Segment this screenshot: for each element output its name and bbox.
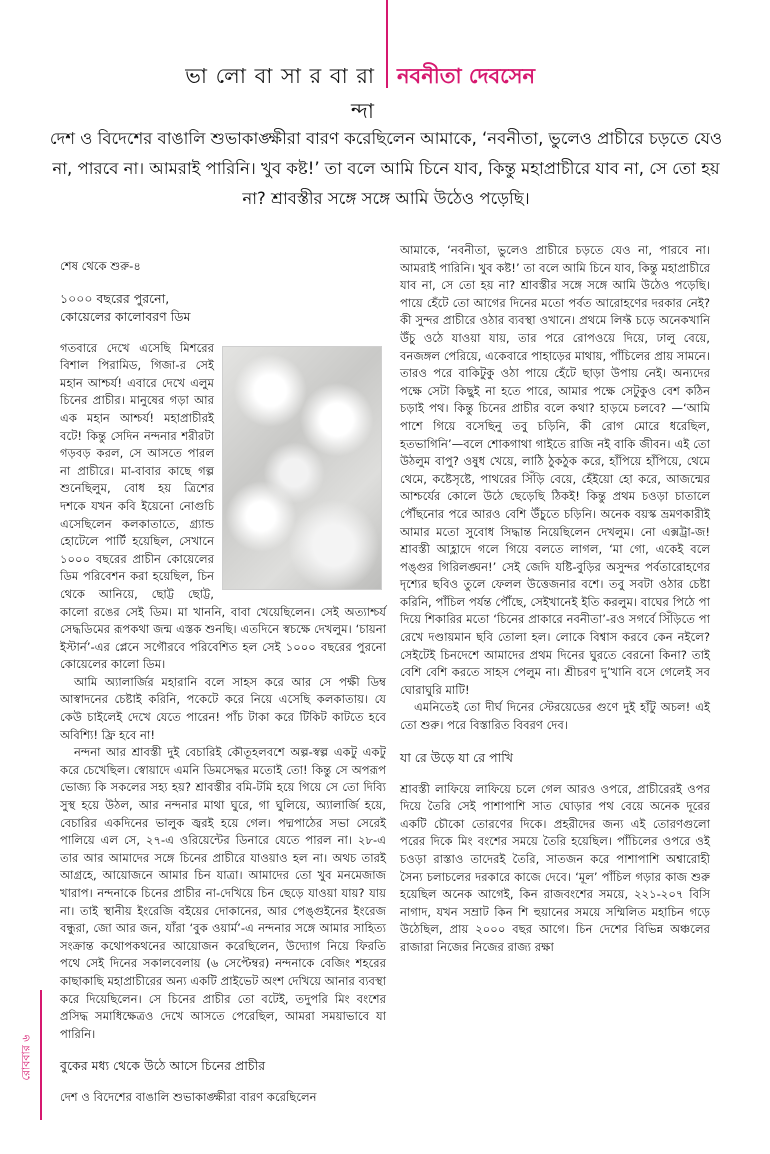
paragraph: আমাকে, ‘নবনীতা, ভুলেও প্রাচীরে চড়তে যেও না, পারবে না। আমরাই পারিনি। খুব কষ্ট!’ তা বলে আমি চিনে যাব, কিন্তু মহাপ্রাচীরে যাব না, সে তো হয় না? শ্রাবস্তীর সঙ্গে সঙ্গে আমি উঠেও পড়েছি। পায়ে হেঁটে তো আগের দিনের মতো পর্বত আরোহণের দরকার নেই? কী সুন্দর প্রাচীরে ওঠার ব্যবস্থা ওখানে। প্রথমে লিফ্ট চড়ে অনেকখানি উঁচু ওঠে যাওয়া যায়, তার পরে রোপওয়ে দিয়ে, ঢালু বেয়ে, বনজঙ্গল পেরিয়ে, একেবারে পাহাড়ের মাথায়, পাঁচিলের প্রায় সামনে। তারও পরে বাকিটুকু ওঠা পায়ে হেঁটে ছাড়া উপায় নেই। অন্যদের পক্ষে সেটা কিছুই না হতে পারে, আমার পক্ষে সেটুকুও বেশ কঠিন চড়াই পথ। কিন্তু চিনের প্রাচীর বলে কথা? হাড়মে চলবে? —‘আমি পাশে গিয়ে বসেছিনু তবু চড়িনি, কী রোগ মোরে ধরেছিল, হতভাগিনি’—বলে শোকগাথা গাইতে রাজি নই বাকি জীবন। এই তো উঠলুম বাপু? ওষুধ খেয়ে, লাঠি ঠুকঠুক করে, হাঁপিয়ে হাঁপিয়ে, থেমে থেমে, কষ্টেসৃষ্টে, পাথরের সিঁড়ি বেয়ে, হেঁইয়ো হো করে, আজন্মের আশ্চর্যের কোলে উঠে ছেড়েছি ঠিকই! কিন্তু প্রথম চওড়া চাতালে পৌঁছনোর পরে আরও বেশি উঁচুতে চড়িনি। অনেক বয়স্ক ভ্রমণকারীই আমার মতো সুবোধ সিদ্ধান্ত নিয়েছিলেন দেখলুম। নো এক্সট্রা-জ! শ্রাবস্তী আহ্লাদে গলে গিয়ে বলতে লাগল, ‘মা গো, একেই বলে পঙ্গুর গিরিলঙ্ঘন!’ সেই জেদি যষ্টি-বুড়ির অসুন্দর পর্বতারোহণের দৃশ্যের ছবিও তুলে ফেলল উত্তেজনার বশে। তবু সবটা ওঠার চেষ্টা করিনি, পাঁচিল পর্যন্ত পৌঁছে, সেইখানেই ইতি করলুম। বাঘের পিঠে পা দিয়ে শিকারির মতো ‘চিনের প্রাকারে নবনীতা’-রও সগর্বে সিঁড়িতে পা রেখে দণ্ডায়মান ছবি তোলা হল। লোকে বিশ্বাস করবে কেন নইলে? সেইটেই চিনদেশে আমাদের প্রথম দিনের ঘুরতে বেরনো কিনা? তাই বেশি বেশি করতে সাহস পেলুম না। শ্রীচরণ দু’খানি বসে গেলেই সব ঘোরাঘুরি মাটি! bbox=[400, 243, 710, 697]
standfirst: দেশ ও বিদেশের বাঙালি শুভাকাঙ্ক্ষীরা বারণ করেছিলেন আমাকে, ‘নবনীতা, ভুলেও প্রাচীরে চড়তে যেও না, পারবে না। আমরাই পারিনি। খুব কষ্ট!’ তা বলে আমি চিনে যাব, কিন্তু মহাপ্রাচীরে যাব না, সে তো হয় না? শ্রাবস্তীর সঙ্গে সঙ্গে আমি উঠেও পড়েছি। bbox=[49, 129, 723, 208]
footer-divider bbox=[40, 990, 42, 1120]
paragraph: নন্দনা আর শ্রাবস্তী দুই বেচারিই কৌতূহলবশে অল্প-স্বল্প একটু একটু করে চেখেছিল। স্বোয়াদে এমনি ডিমসেদ্ধর মতোই তো! কিন্তু সে অপরূপ ভোজ্য কি সকলের সহ্য হয়? শ্রাবস্তীর বমি-টমি হয়ে গিয়ে সে তো দিব্যি সুস্থ হয়ে উঠল, আর নন্দনার মাথা ঘুরে, গা ঘুলিয়ে, অ্যালার্জি হয়ে, বেচারির একদিনের ভালুক জ্বরই হয়ে গেল। পদ্মপাঠের সভা সেরেই পালিয়ে এল সে, ২৭-এ ওরিয়েন্টের ডিনারে যেতে পারল না। ২৮-এ তার আর আমাদের সঙ্গে চিনের প্রাচীরে যাওয়াও হল না। অথচ তারই আগ্রহে, আয়োজনে আমার চিন যাত্রা। আমাদের তো খুব মনমেজাজ খারাপ। নন্দনাকে চিনের প্রাচীর না-দেখিয়ে চিন ছেড়ে যাওয়া যায়? যায় না। তাই স্থানীয় ইংরেজি বইয়ের দোকানের, আর পেঙ্গুইনের ইংরেজ বন্ধুরা, জো আর জন, যাঁরা ‘বুক ওয়ার্ম’-এ নন্দনার সঙ্গে আমার সাহিত্য সংক্রান্ত কথোপকথনের আয়োজন করেছিলেন, উদ্যোগ নিয়ে ফিরতি পথে সেই দিনের সকালবেলায় (৬ সেপ্টেম্বর) নন্দনাকে বেজিং শহরের কাছাকাছি মহাপ্রাচীরের অন্য একটি প্রাইভেট অংশ দেখিয়ে আনার ব্যবস্থা করে দিয়েছিলেন। সে চিনের প্রাচীর তো বটেই, তদুপরি মিং বংশের প্রসিদ্ধ সমাধিক্ষেত্রও দেখে আসতে পেরেছিল, আমরা সময়াভাবে যা পারিনি। bbox=[60, 745, 386, 1041]
right-column bbox=[400, 242, 710, 957]
paragraph: শ্রাবস্তী লাফিয়ে লাফিয়ে চলে গেল আরও ওপরে, প্রাচীরেরই ওপর দিয়ে তৈরি সেই পাশাপাশি সাত ঘোড়ার পথ বেয়ে অনেক দূরের একটি চৌকো তোরণের দিকে। প্রহরীদের জন্য এই তোরণগুলো পরের দিকে মিং বংশের সময়ে তৈরি হয়েছিল। পাঁচিলের ওপরে ওই চওড়া রাস্তাও তাদেরই তৈরি, সাতজন করে পাশাপাশি অশ্বারোহী সৈন্য চলাচলের দরকারে কাজে দেবে। ‘মূল’ পাঁচিল গড়ার কাজ শুরু হয়েছিল অনেক আগেই, কিন রাজবংশের সময়ে, ২২১-২০৭ বিসি নাগাদ, যখন সম্রাট কিন শি হুয়ানের সময়ে সম্মিলিত মহাচিন গড়ে উঠেছিল, প্রায় ২০০০ বছর আগে। চিন দেশের বিভিন্ন অঞ্চলের রাজারা নিজের নিজের রাজ্য রক্ষা bbox=[400, 781, 710, 954]
subheading-line-2: কোয়েলের কালোবরণ ডিম bbox=[60, 308, 191, 324]
left-column bbox=[60, 258, 386, 1107]
series-label: শেষ থেকে শুরু-৪ bbox=[60, 259, 141, 273]
author-name: নবনীতা দেবসেন bbox=[397, 64, 536, 88]
paragraph: এমনিতেই তো দীর্ঘ দিনের স্টেরয়েডের গুণে দুই হাঁটু অচল! এই তো শুরু। পরে বিস্তারিত বিবরণ দেব। bbox=[400, 700, 710, 733]
subheading: বুকের মধ্য থেকে উঠে আসে চিনের প্রাচীর bbox=[60, 1058, 266, 1074]
subheading-line-1: ১০০০ বছরের পুরনো, bbox=[60, 290, 170, 306]
page-number: ৬ bbox=[19, 1034, 33, 1042]
paragraph: আমি অ্যালার্জির মহারানি বলে সাহস করে আর সে পক্ষী ডিম্ব আস্বাদনের চেষ্টাই করিনি, পকেটে করে নিয়ে এসেছি কলকাতায়। যে কেউ চাইলেই দেখে যেতে পারেন! পাঁচ টাকা করে টিকিট কাটতে হবে অবিশ্যি! ফ্রি হবে না! bbox=[60, 674, 386, 742]
carved-relief-photo bbox=[222, 346, 382, 590]
paragraph: দেশ ও বিদেশের বাঙালি শুভাকাঙ্ক্ষীরা বারণ করেছিলেন bbox=[60, 1090, 317, 1105]
column-title: ভা লো বা সা র বা রা ন্দা bbox=[185, 64, 375, 123]
paragraph bbox=[60, 340, 386, 674]
magazine-name: রোববার bbox=[19, 1045, 33, 1081]
header-divider bbox=[386, 0, 388, 88]
footer-label bbox=[18, 993, 37, 1123]
paragraph-text: গতবারে দেখে এসেছি মিশরের বিশাল পিরামিড, গিজা-র সেই মহান আশ্চর্য! এবারে দেখে এলুম চিনের প্রাচীর। মানুষের গড়া আর এক মহান আশ্চর্য! মহাপ্রাচীরই বটে! কিন্তু সেদিন নন্দনার শরীরটা গড়বড় করল, সে আসতে পারল না প্রাচীরে। মা-বাবার কাছে গল্প শুনেছিলুম, বোধ হয় ত্রিশের দশকে যখন কবি ইয়েনো নোগুচি এসেছিলেন কলকাতাতে, গ্র্যান্ড হোটেলে পার্টি হয়েছিল, সেখানে ১০০০ বছরের প্রাচীন কোয়েলের ডিম পরিবেশন করা হয়েছিল, চিন থেকে আনিয়ে, ছোট্ট ছোট্ট, কালো রঙের সেই ডিম। মা খাননি, বাবা খেয়েছিলেন। সেই অত্যাশ্চর্য সেদ্ধডিমের রূপকথা জন্ম এস্তক শুনছি। এতদিনে স্বচক্ষে দেখলুম। ‘চায়না ইস্টার্ন’-এর প্লেনে সগৌরবে পরিবেশিত হল সেই ১০০০ বছরের পুরনো কোয়েলের কালো ডিম। bbox=[60, 340, 386, 672]
page-footer-rail bbox=[10, 990, 50, 1120]
subheading: যা রে উড়ে যা রে পাখি bbox=[400, 749, 513, 765]
